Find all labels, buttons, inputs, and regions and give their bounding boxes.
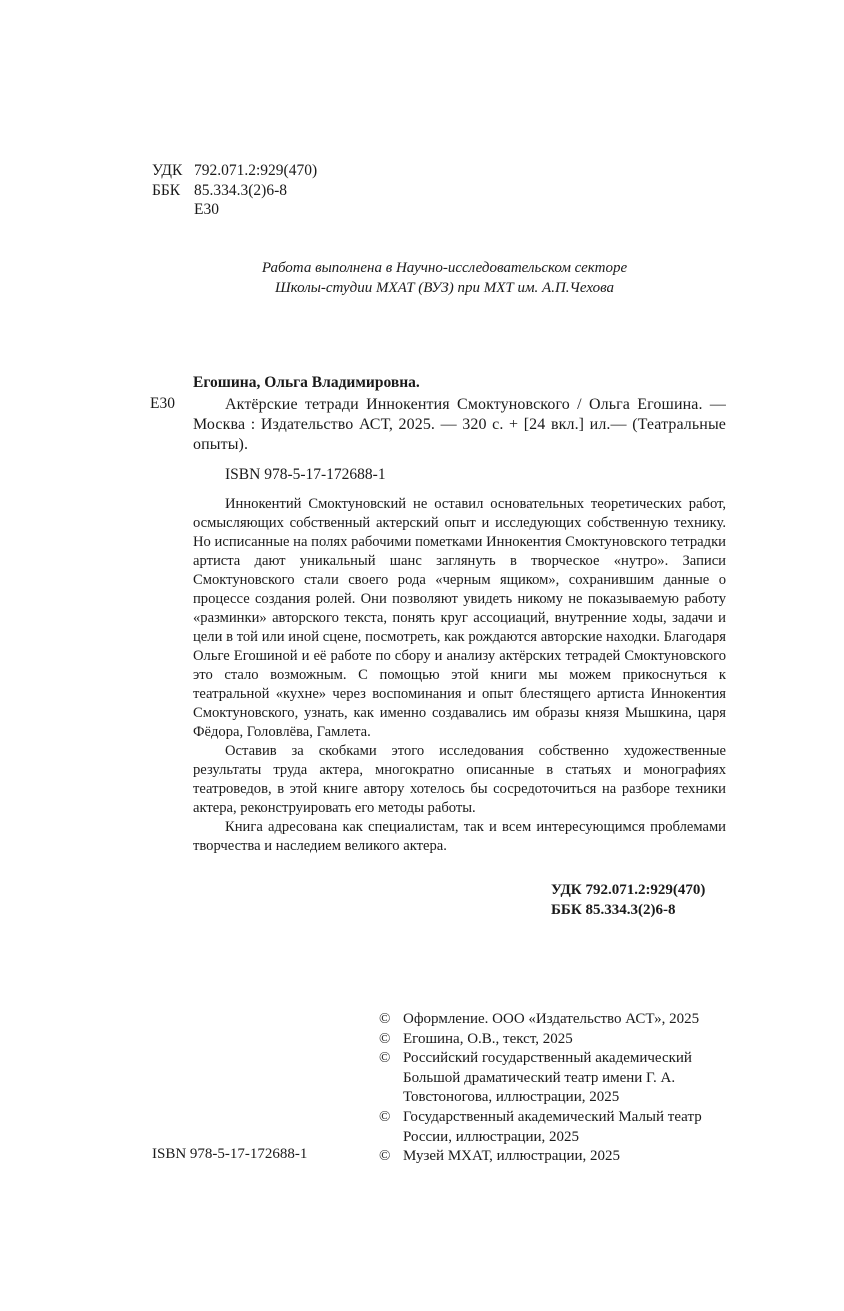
classification-codes xyxy=(152,161,317,220)
udk-value: 792.071.2:929(470) xyxy=(194,162,318,179)
copyright-sign: © xyxy=(379,1011,391,1027)
copyright-text: Оформление. ООО «Издательство АСТ», 2025 xyxy=(403,1011,700,1027)
author-sign-margin: Е30 xyxy=(150,395,175,412)
copyright-item xyxy=(379,1049,739,1108)
abstract-paragraph-1: Иннокентий Смоктуновский не оставил основательных теоретических работ, осмысляющих собственный актерский опыт и исследующих собственную технику. Но исписанные на полях рабочими пометками Иннокентия Смоктуновского тетрадки артиста дают уникальный шанс заглянуть в творческое «нутро». Записи Смоктуновского стали своего рода «черным ящиком», сохранившим данные о процессе создания ролей. Они позволяют увидеть никому не показываемую работу «разминки» авторского текста, понять круг ассоциаций, внутренние ходы, задачи и цели в той или иной сцене, посмотреть, как рождаются авторские находки. Благодаря Ольге Егошиной и её работе по сбору и анализу актёрских тетрадей Смоктуновского это стало возможным. С помощью этой книги мы можем прикоснуться к театральной «кухне» через воспоминания и опыт блестящего артиста Иннокентия Смоктуновского, узнать, как именно создавались им образы князя Мышкина, царя Фёдора, Головлёва, Гамлета. xyxy=(193,496,726,740)
copyright-sign: © xyxy=(379,1030,391,1047)
copyright-text: Государственный академический Малый театр России, иллюстрации, 2025 xyxy=(403,1108,702,1145)
research-note-line-1: Работа выполнена в Научно-исследовательском секторе xyxy=(261,260,628,276)
index-bbk: ББК 85.334.3(2)6-8 xyxy=(551,902,676,918)
author-name: Егошина, Ольга Владимировна. xyxy=(193,374,420,391)
copyright-sign: © xyxy=(379,1148,391,1165)
author-sign-code: Е30 xyxy=(194,201,219,218)
abstract-paragraph-3: Книга адресована как специалистам, так и всем интересующимся проблемами творчества и наследием великого актера. xyxy=(193,819,726,854)
bbk-label: ББК xyxy=(152,181,181,199)
copyright-list xyxy=(379,1010,739,1167)
research-note xyxy=(0,258,844,298)
bbk-value: 85.334.3(2)6-8 xyxy=(194,181,287,199)
index-codes xyxy=(551,880,705,920)
bbk-row xyxy=(152,181,317,201)
abstract-paragraph-2: Оставив за скобками этого исследования собственно художественные результаты труда актера, многократно описанные в статьях и монографиях театроведов, в этой книге автору хотелось бы сосредоточиться на разборе техники актера, реконструировать его методы работы. xyxy=(193,743,726,816)
copyright-text: Музей МХАТ, иллюстрации, 2025 xyxy=(403,1148,621,1165)
udk-row xyxy=(152,161,317,181)
index-udk: УДК 792.071.2:929(470) xyxy=(551,882,706,898)
copyright-text: Егошина, О.В., текст, 2025 xyxy=(403,1030,573,1047)
copyright-item xyxy=(379,1147,739,1167)
copyright-item xyxy=(379,1010,739,1030)
copyright-sign: © xyxy=(379,1050,391,1067)
author-sign-row xyxy=(152,200,317,220)
copyright-text: Российский государственный академический Большой драматический театр имени Г. А. Товстоногова, иллюстрации, 2025 xyxy=(403,1050,692,1106)
isbn-record: ISBN 978-5-17-172688-1 xyxy=(225,466,386,483)
copyright-item xyxy=(379,1108,739,1147)
copyright-item xyxy=(379,1030,739,1050)
research-note-line-2: Школы-студии МХАТ (ВУЗ) при МХТ им. А.П.Чехова xyxy=(274,280,615,296)
abstract xyxy=(193,495,726,856)
copyright-sign: © xyxy=(379,1108,391,1125)
title-description: Актёрские тетради Иннокентия Смоктуновского / Ольга Егошина. — Москва : Издательство АСТ, 2025. — 320 с. + [24 вкл.] ил.— (Театральные опыты). xyxy=(193,396,726,453)
udk-label: УДК xyxy=(152,162,183,179)
isbn-bottom: ISBN 978-5-17-172688-1 xyxy=(152,1146,308,1162)
bibliographic-record xyxy=(193,373,726,856)
